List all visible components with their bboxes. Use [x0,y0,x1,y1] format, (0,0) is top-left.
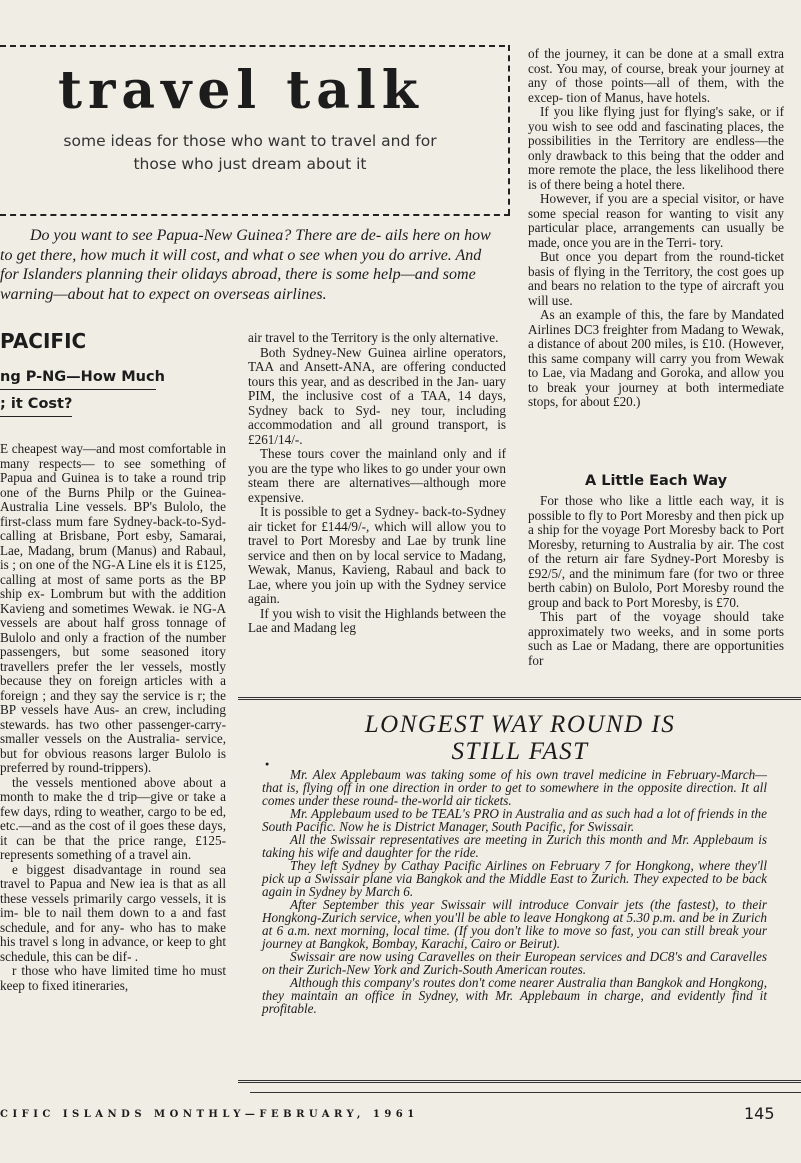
box-bottom-rule [238,1080,801,1083]
paragraph: After September this year Swissair will introduce Convair jets (the fastest), to their Hongkong-Zurich service, when you'll be able to leave Hongkong at 5.30 p.m. and be in Zurich at 6 a.m. next morning, local time. (If you don't like to move so fast, you can still break your journey at Bangkok, Bombay, Karachi, Cairo or Beirut). [262,897,767,951]
paragraph: of the journey, it can be done at a small extra cost. You may, of course, break your journey at any of those points—all of them, with the excep- tion of Manus, have hotels. [528,46,784,105]
paragraph: Mr. Alex Applebaum was taking some of his own travel medicine in February-March—that is, flying off in one direction in order to get to somewhere in the opposite direction. It all comes under these round- the-world air tickets. [262,767,767,808]
paragraph: However, if you are a special visitor, or have some special reason for wanting to visit any particular place, arrangements can usually be made, once you are in the Terri- tory. [528,191,784,250]
paragraph: But once you depart from the round-ticket basis of flying in the Territory, the cost goes up and bears no relation to the type of aircraft you will use. [528,249,784,308]
column-middle [248,331,506,636]
paragraph: r those who have limited time ho must keep to fixed itineraries, [0,963,226,993]
column-right [528,47,784,410]
paragraph: If you like flying just for flying's sake, or if you wish to see odd and fascinating places, the possibilities in the Territory are endless—the only drawback to this being that the odder and more remote the place, the less likelihood there is of there being a hotel there. [528,104,784,192]
paragraph: It is possible to get a Sydney- back-to-Sydney air ticket for £144/9/-, which will allow you to travel to Port Moresby and Lae by trunk line service and then on by local service to Madang, Wewak, Manus, Kavieng, Rabaul and back to Lae, where you join up with the Sydney service again. [248,504,506,606]
paragraph: For those who like a little each way, it is possible to fly to Port Moresby and then pick up a ship for the voyage Port Moresby back to Port Moresby, returning to Australia by air. The cost of the return air fare Sydney-Port Moresby is £92/5/, and the minimum fare (for two or three berth cabin) on Bulolo, Port Moresby round the group and back to Port Moresby, is £70. [528,493,784,610]
box-headline-line-2: STILL FAST [451,738,589,765]
intro-paragraph: Do you want to see Papua-New Guinea? There are de- ails here on how to get there, how much it will cost, and what o see when you do arrive. And for Islanders planning their olidays abroad, there is some help—and some warning—about hat to expect on overseas airlines. [0,227,491,303]
box-top-rule [238,697,801,700]
box-body [262,768,767,1015]
subheading-little-each-way: A Little Each Way [584,473,728,489]
box-headline [260,711,780,765]
paragraph: As an example of this, the fare by Mandated Airlines DC3 freighter from Madang to Wewak, a distance of about 200 miles, is £10. (However, this same company will carry you from Wewak to Lae, via Madang and Goroka, and allow you to break your journey at both intermediate stops, for about £20.) [528,307,784,409]
paragraph: They left Sydney by Cathay Pacific Airlines on February 7 for Hongkong, where they'll pick up a Swissair plane via Bangkok and the Middle East to Zurich. They expected to be back again in Sydney by March 6. [262,858,767,899]
box-inner-rule [250,1092,801,1093]
section-heading: PACIFIC [0,329,87,353]
subheading-rule [0,389,156,390]
paragraph: If you wish to visit the Highlands between the Lae and Madang leg [248,605,506,635]
paragraph: air travel to the Territory is the only alternative. [248,330,499,345]
page-number: 145 [744,1104,775,1123]
column-right-lower [528,494,784,668]
subheading-cost: ; it Cost? [0,396,73,412]
header-bottom-rule [0,214,510,216]
paragraph: Although this company's routes don't come nearer Australia than Bangkok and Hongkong, they maintain an office in Sydney, with Mr. Applebaum in charge, and evidently find it profitable. [262,975,767,1016]
paragraph: Mr. Applebaum used to be TEAL's PRO in Australia and as such had a lot of friends in the South Pacific. Now he is District Manager, South Pacific, for Swissair. [262,806,767,834]
page-subtitle: some ideas for those who want to travel and for those who just dream about it [63,132,437,173]
paragraph: Swissair are now using Caravelles on their European services and DC8's and Caravelles on their Zurich-New York and Zurich-South American routes. [262,949,767,977]
paragraph: Both Sydney-New Guinea airline operators, TAA and Ansett-ANA, are offering conducted tours this year, and as described in the Jan- uary PIM, the inclusive cost of a TAA, 14 days, Sydney back to Syd- ney tour, including accommodation and all ground transport, is £261/14/-. [248,344,506,447]
page-title: travel talk [58,60,424,121]
paragraph: These tours cover the mainland only and if you are the type who likes to go under your own steam there are alternatives—although more expensive. [248,446,506,505]
paragraph: This part of the voyage should take approximately two weeks, and in some ports such as Lae or Madang, there are opportunities for [528,609,784,668]
column-left [0,442,226,993]
header-top-rule [0,45,505,47]
header-right-rule [508,45,510,215]
subheading-how-much: ng P-NG—How Much [0,369,165,385]
paragraph: the vessels mentioned above about a month to make the d trip—give or take a few days, rding to weather, cargo to be ed, etc.—and as the cost of il goes these days, it can be that the price range, £125- represents something of a travel ain. [0,774,226,862]
footer-magazine: CIFIC ISLANDS MONTHLY—FEBRUARY, 1961 [0,1109,419,1120]
bullet-icon: ● [265,760,270,768]
subheading-rule [0,416,72,417]
paragraph: e biggest disadvantage in round sea travel to Papua and New iea is that as all these vessels primarily cargo vessels, it is im- ble to nail them down to a and fast schedule, and for any- who has to make his travel s long in advance, or keep to ght schedule, this can be dif- . [0,861,226,964]
box-headline-line-1: LONGEST WAY ROUND IS [364,711,676,738]
paragraph: E cheapest way—and most comfortable in many respects— to see something of Papua and Guinea is to take a round trip one of the Burns Philp or the Guinea-Australia Line vessels. BP's Bulolo, the first-class mum fare Sydney-back-to-Syd- calling at Brisbane, Port esby, Samarai, Lae, Madang, brum (Manus) and Rabaul, is ; on one of the NG-A Line els it is £125, calling at most of same ports as the BP ship ex- Lombrum but with the addition Kavieng and sometimes Wewak. ie NG-A vessels are about half gross tonnage of Bulolo and only a fraction of the number passengers, but some seasoned itory travellers prefer the ler vessels, mostly because they on foreign articles with a foreign ; and they say the service is r; the BP vessels have Aus- an crew, including stewards. has two other passenger-carry- smaller vessels on the Australia- service, but for obvious reasons larger Bulolo is preferred by round-trippers). [0,441,226,775]
paragraph: All the Swissair representatives are meeting in Zurich this month and Mr. Applebaum is taking his wife and daughter for the ride. [262,832,767,860]
